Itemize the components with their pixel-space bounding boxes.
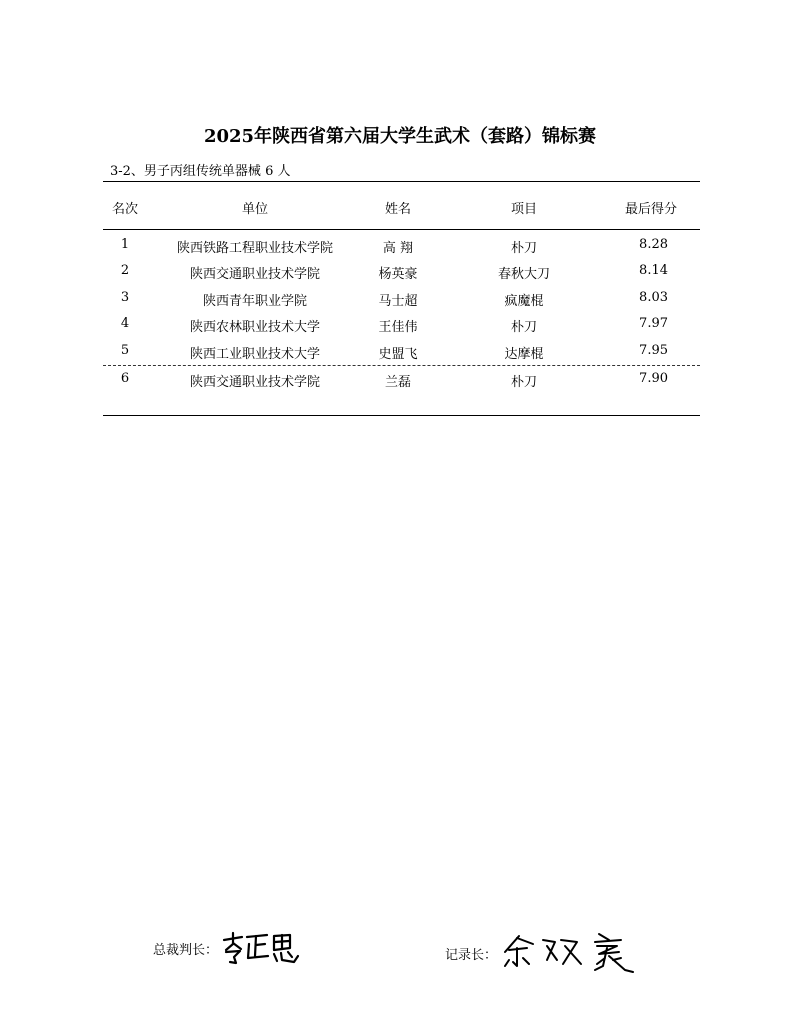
- table-bottom-rule: [103, 415, 700, 416]
- table-row: [103, 371, 700, 391]
- header-score: 最后得分: [624, 202, 677, 217]
- row-unit: 陕西工业职业技术大学: [189, 347, 320, 362]
- row-score: 7.90: [639, 371, 668, 386]
- row-rank: 2: [120, 263, 130, 278]
- row-score: 8.03: [639, 290, 668, 305]
- row-score: 8.28: [639, 237, 668, 252]
- table-row: [103, 290, 700, 310]
- row-item: 朴刀: [510, 375, 537, 390]
- header-item: 项目: [510, 202, 537, 217]
- row-name: 兰磊: [384, 375, 411, 390]
- row-item: 春秋大刀: [497, 267, 550, 282]
- table-row: [103, 237, 700, 257]
- table-row: [103, 263, 700, 283]
- qualification-cutoff-divider: [103, 365, 700, 366]
- event-name: 3-2、男子丙组传统单器械 6 人: [110, 164, 291, 179]
- row-item: 朴刀: [510, 320, 537, 335]
- chief-referee-signature: [220, 930, 302, 966]
- row-score: 7.97: [639, 316, 668, 331]
- row-name: 马士超: [378, 294, 418, 309]
- row-unit: 陕西铁路工程职业技术学院: [176, 241, 333, 256]
- table-row: [103, 316, 700, 336]
- row-name: 王佳伟: [378, 320, 418, 335]
- row-name: 杨英豪: [378, 267, 418, 282]
- row-item: 疯魔棍: [504, 294, 544, 309]
- chief-referee-signature-block: [153, 930, 302, 966]
- table-header-rule: [103, 229, 700, 230]
- recorder-signature-block: [445, 930, 639, 976]
- row-rank: 4: [120, 316, 130, 331]
- row-unit: 陕西农林职业技术大学: [189, 320, 320, 335]
- chief-referee-label: 总裁判长：: [153, 942, 219, 958]
- row-unit: 陕西青年职业学院: [202, 294, 307, 309]
- row-rank: 6: [120, 371, 130, 386]
- row-rank: 5: [120, 343, 130, 358]
- row-unit: 陕西交通职业技术学院: [189, 375, 320, 390]
- recorder-label: 记录长：: [445, 947, 498, 963]
- header-rank: 名次: [111, 202, 138, 217]
- row-rank: 1: [120, 237, 130, 252]
- recorder-signature: [499, 930, 639, 976]
- table-header: [103, 198, 700, 218]
- header-name: 姓名: [384, 202, 411, 217]
- row-item: 朴刀: [510, 241, 537, 256]
- row-score: 7.95: [639, 343, 668, 358]
- row-name: 史盟飞: [378, 347, 418, 362]
- row-rank: 3: [120, 290, 130, 305]
- header-unit: 单位: [241, 202, 268, 217]
- row-name: 高 翔: [382, 241, 414, 256]
- table-row: [103, 343, 700, 363]
- table-top-rule: [103, 181, 700, 182]
- row-item: 达摩棍: [504, 347, 544, 362]
- row-score: 8.14: [639, 263, 668, 278]
- row-unit: 陕西交通职业技术学院: [189, 267, 320, 282]
- page-title: 2025年陕西省第六届大学生武术（套路）锦标赛: [203, 126, 597, 147]
